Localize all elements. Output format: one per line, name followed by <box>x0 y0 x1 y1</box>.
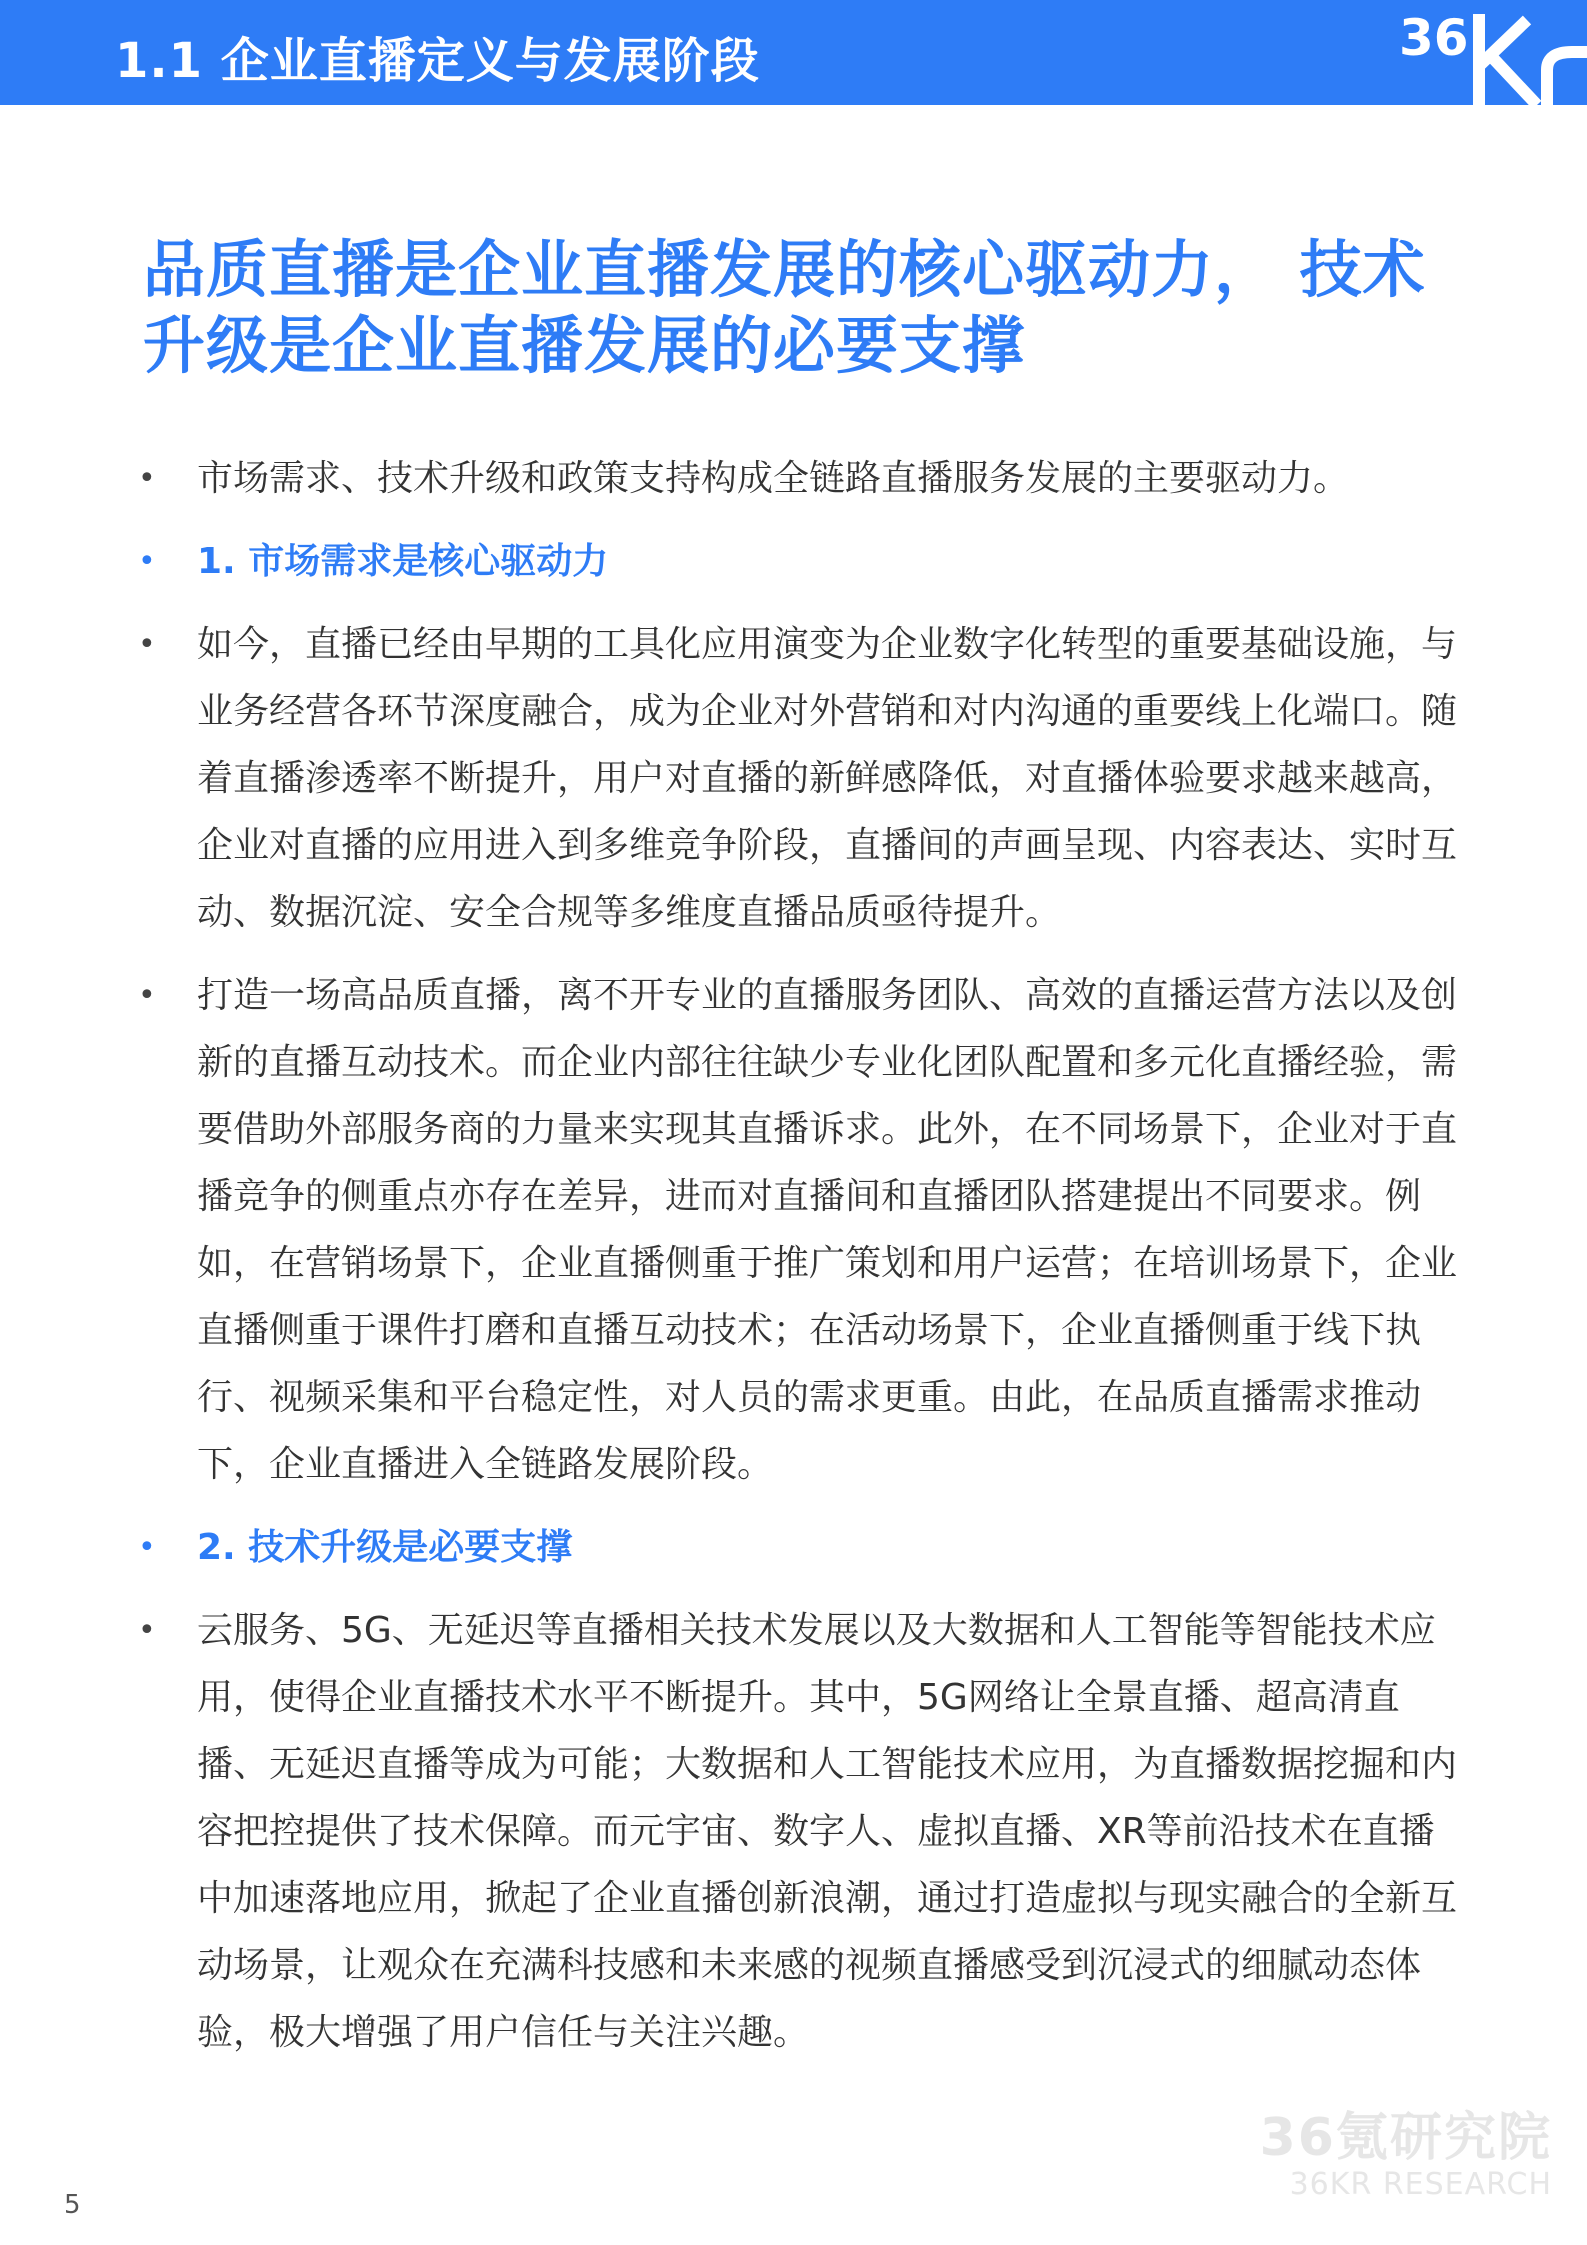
bullet-dot: • <box>138 978 156 1013</box>
bullet-dot: • <box>138 544 156 579</box>
headline: 品质直播是企业直播发展的核心驱动力， 技术升级是企业直播发展的必要支撑 <box>143 233 1426 382</box>
bullet-text: 如今，直播已经由早期的工具化应用演变为企业数字化转型的重要基础设施，与业务经营各环节深度融合，成为企业对外营销和对内沟通的重要线上化端口。随着直播渗透率不断提升，用户对直播的新鲜感降低，对直播体验要求越来越高，企业对直播的应用进入到多维竞争阶段，直播间的声画呈现、内容表达、实时互动、数据沉淀、安全合规等多维度直播品质亟待提升。 <box>197 624 1458 933</box>
watermark <box>1260 2108 1552 2202</box>
subheading-text: 1. 市场需求是核心驱动力 <box>197 541 609 582</box>
header-bar <box>0 0 1587 105</box>
bullet-item <box>130 445 1470 512</box>
page-number: 5 <box>64 2190 81 2220</box>
bullet-text: 打造一场高品质直播，离不开专业的直播服务团队、高效的直播运营方法以及创新的直播互动技术。而企业内部往往缺少专业化团队配置和多元化直播经验，需要借助外部服务商的力量来实现其直播诉求。此外，在不同场景下，企业对于直播竞争的侧重点亦存在差异，进而对直播间和直播团队搭建提出不同要求。例如，在营销场景下，企业直播侧重于推广策划和用户运营；在培训场景下，企业直播侧重于课件打磨和直播互动技术；在活动场景下，企业直播侧重于线下执行、视频采集和平台稳定性，对人员的需求更重。由此，在品质直播需求推动下，企业直播进入全链路发展阶段。 <box>197 975 1458 1485</box>
bullet-dot: • <box>138 1530 156 1565</box>
36kr-logo <box>1387 0 1587 105</box>
logo-text-36: 36 <box>1399 9 1469 67</box>
subheading-item <box>130 528 1470 595</box>
watermark-en: 36KR RESEARCH <box>1289 2167 1552 2202</box>
bullet-item <box>130 962 1470 1498</box>
bullet-list <box>130 445 1470 2066</box>
watermark-cn: 36氪研究院 <box>1259 2108 1552 2168</box>
subheading-item <box>130 1514 1470 1581</box>
subheading-text: 2. 技术升级是必要支撑 <box>197 1527 573 1568</box>
logo-k-mark <box>1479 14 1537 105</box>
bullet-dot: • <box>138 461 156 496</box>
bullet-text: 云服务、5G、无延迟等直播相关技术发展以及大数据和人工智能等智能技术应用，使得企业直播技术水平不断提升。其中，5G网络让全景直播、超高清直播、无延迟直播等成为可能；大数据和人工智能技术应用，为直播数据挖掘和内容把控提供了技术保障。而元宇宙、数字人、虚拟直播、XR等前沿技术在直播中加速落地应用，掀起了企业直播创新浪潮，通过打造虚拟与现实融合的全新互动场景，让观众在充满科技感和未来感的视频直播感受到沉浸式的细腻动态体验，极大增强了用户信任与关注兴趣。 <box>197 1610 1458 2053</box>
section-title: 1.1 企业直播定义与发展阶段 <box>115 33 760 89</box>
bullet-dot: • <box>138 627 156 662</box>
bullet-text: 市场需求、技术升级和政策支持构成全链路直播服务发展的主要驱动力。 <box>197 458 1350 499</box>
bullet-dot: • <box>138 1613 156 1648</box>
bullet-item <box>130 1597 1470 2066</box>
logo-r-mark <box>1547 52 1587 105</box>
bullet-item <box>130 611 1470 946</box>
